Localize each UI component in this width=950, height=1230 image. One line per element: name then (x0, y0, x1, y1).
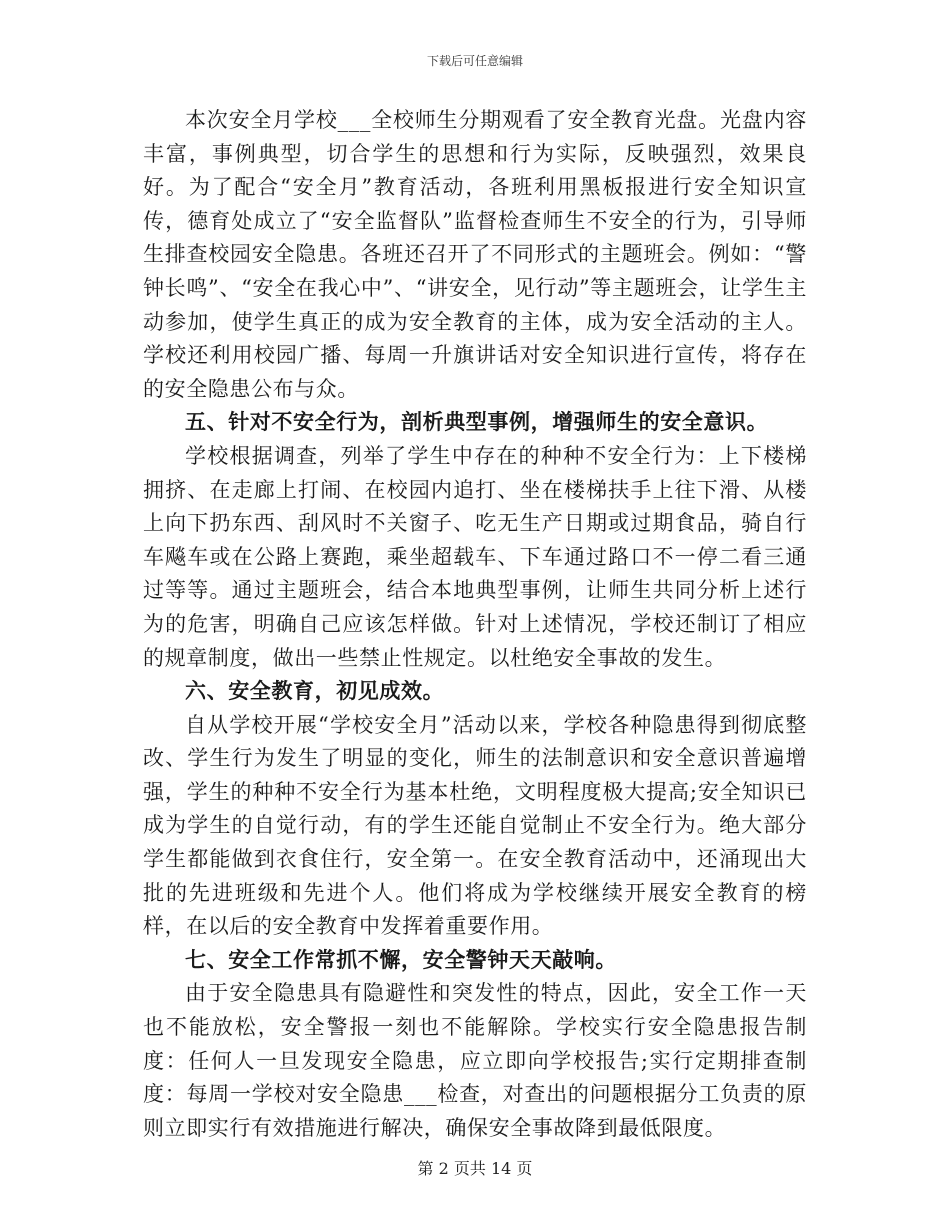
paragraph-safety-month-activities: 本次安全月学校___全校师生分期观看了安全教育光盘。光盘内容丰富，事例典型，切合学生的思想和行为实际，反映强烈，效果良好。为了配合“安全月”教育活动，各班利用黑板报进行安全知识宣传，德育处成立了“安全监督队”监督检查师生不安全的行为，引导师生排查校园安全隐患。各班还召开了不同形式的主题班会。例如：“警钟长鸣”、“安全在我心中”、“讲安全，见行动”等主题班会，让学生主动参加，使学生真正的成为安全教育的主体，成为安全活动的主人。学校还利用校园广播、每周一升旗讲话对安全知识进行宣传，将存在的安全隐患公布与众。 (143, 108, 807, 401)
page-number: 第 2 页共 14 页 (417, 1159, 533, 1178)
section-heading-6: 六、安全教育，初见成效。 (185, 679, 445, 704)
paragraph-ongoing-safety-work: 由于安全隐患具有隐避性和突发性的特点，因此，安全工作一天也不能放松，安全警报一刻也不能解除。学校实行安全隐患报告制度：任何人一旦发现安全隐患，应立即向学校报告;实行定期排查制度：每周一学校对安全隐患___检查，对查出的问题根据分工负责的原则立即实行有效措施进行解决，确保安全事故降到最低限度。 (143, 981, 807, 1140)
page-header: 下载后可任意编辑 (426, 54, 523, 68)
paragraph-unsafe-behaviors: 学校根据调查，列举了学生中存在的种种不安全行为：上下楼梯拥挤、在走廊上打闹、在校园内追打、坐在楼梯扶手上往下滑、从楼上向下扔东西、刮风时不关窗子、吃无生产日期或过期食品，骑自行车飚车或在公路上赛跑，乘坐超载车、下车通过路口不一停二看三通过等等。通过主题班会，结合本地典型事例，让师生共同分析上述行为的危害，明确自己应该怎样做。针对上述情况，学校还制订了相应的规章制度，做出一些禁止性规定。以杜绝安全事故的发生。 (143, 443, 807, 670)
section-heading-5: 五、针对不安全行为，剖析典型事例，增强师生的安全意识。 (185, 410, 769, 435)
paragraph-initial-results: 自从学校开展“学校安全月”活动以来，学校各种隐患得到彻底整改、学生行为发生了明显的变化，师生的法制意识和安全意识普遍增强，学生的种种不安全行为基本杜绝，文明程度极大提高;安全知识已成为学生的自觉行动，有的学生还能自觉制止不安全行为。绝大部分学生都能做到衣食住行，安全第一。在安全教育活动中，还涌现出大批的先进班级和先进个人。他们将成为学校继续开展安全教育的榜样，在以后的安全教育中发挥着重要作用。 (143, 712, 807, 939)
document-body (143, 104, 807, 1145)
section-heading-7: 七、安全工作常抓不懈，安全警钟天天敲响。 (185, 947, 617, 972)
